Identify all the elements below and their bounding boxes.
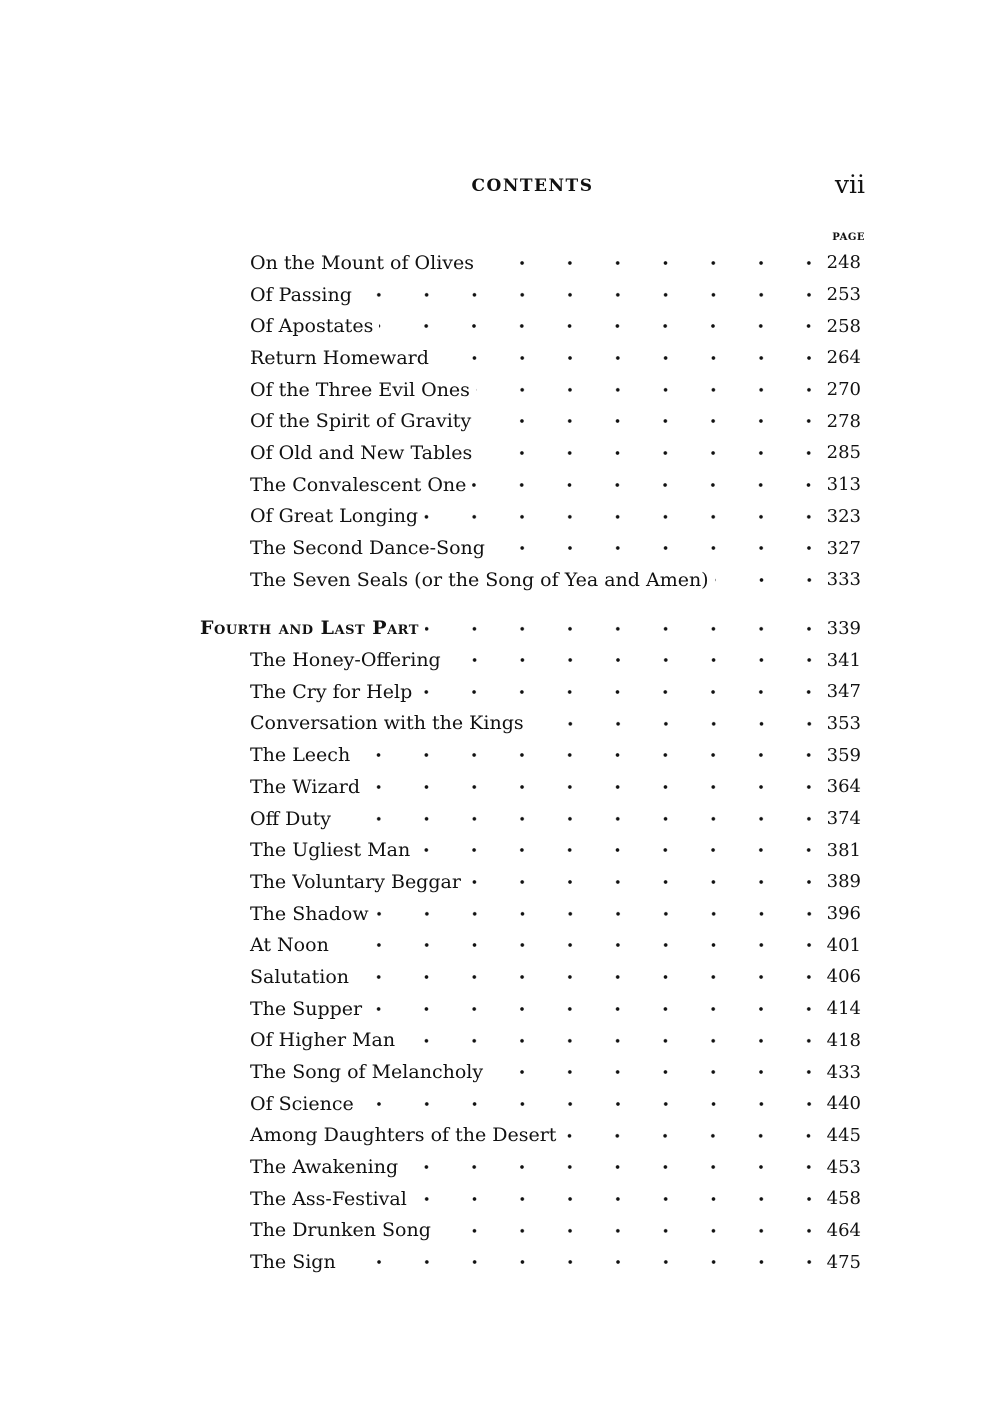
dot-leader: [337, 803, 819, 835]
toc-entry-page: 333: [826, 569, 861, 591]
toc-entry-page: 401: [826, 934, 861, 956]
toc-entry-title: Of Apostates: [250, 315, 379, 337]
toc-entry: [200, 898, 865, 930]
toc-entry-page: 264: [826, 347, 861, 369]
toc-entry-title: The Song of Melancholy: [250, 1061, 489, 1083]
dot-leader: [342, 1246, 819, 1278]
toc-entry: [200, 1025, 865, 1057]
toc-entry-title: Conversation with the Kings: [250, 712, 530, 734]
dot-leader: [418, 676, 819, 708]
toc-entry-page: 414: [826, 998, 861, 1020]
toc-entry-page: 381: [826, 839, 861, 861]
toc-entry-page: 374: [826, 808, 861, 830]
part-heading-page: 339: [826, 617, 861, 639]
toc-entry-page: 359: [826, 744, 861, 766]
toc-entry-page: 433: [826, 1061, 861, 1083]
dot-leader: [467, 866, 819, 898]
toc-entry-title: On the Mount of Olives: [250, 252, 480, 274]
toc-entry: [200, 739, 865, 771]
toc-entry-page: 248: [826, 252, 861, 274]
toc-entry-title: Of Great Longing: [250, 505, 424, 527]
dot-leader: [368, 993, 819, 1025]
toc-entry-page: 389: [826, 871, 861, 893]
toc-entry: [200, 929, 865, 961]
toc-entry-title: The Sign: [250, 1251, 342, 1273]
toc-entry-title: Of Old and New Tables: [250, 442, 478, 464]
toc-entry: [200, 374, 865, 406]
dot-leader: [435, 342, 819, 374]
toc-entry-title: The Wizard: [250, 776, 366, 798]
running-head: CONTENTS: [471, 176, 594, 196]
toc-entry-page: 464: [826, 1219, 861, 1241]
dot-leader: [437, 1215, 819, 1247]
toc-entry: [200, 405, 865, 437]
toc-entry: [200, 708, 865, 740]
dot-leader: [416, 834, 819, 866]
toc-entry-page: 327: [826, 537, 861, 559]
dot-leader: [366, 771, 819, 803]
toc-entry-page: 258: [826, 315, 861, 337]
toc-entry: [200, 501, 865, 533]
toc-entry-page: 323: [826, 505, 861, 527]
dot-leader: [360, 1088, 819, 1120]
toc-entry-page: 364: [826, 776, 861, 798]
toc-entry: [200, 644, 865, 676]
dot-leader: [530, 708, 819, 740]
dot-leader: [355, 961, 819, 993]
toc-entry: [200, 676, 865, 708]
toc-entry: [200, 564, 865, 596]
dot-leader: [425, 613, 819, 645]
toc-entry-page: 270: [826, 379, 861, 401]
toc-entry-page: 313: [826, 474, 861, 496]
toc-entry: [200, 771, 865, 803]
dot-leader: [489, 1056, 819, 1088]
toc-entry-title: Of the Spirit of Gravity: [250, 410, 477, 432]
toc-entry-page: 253: [826, 284, 861, 306]
dot-leader: [477, 405, 819, 437]
dot-leader: [447, 644, 819, 676]
toc-entry-title: At Noon: [250, 934, 335, 956]
part-heading-title: Fourth and Last Part: [200, 617, 425, 639]
dot-leader: [358, 279, 819, 311]
toc-entry-page: 341: [826, 649, 861, 671]
toc-entry: [200, 1151, 865, 1183]
toc-entry: [200, 1246, 865, 1278]
toc-entry-title: The Leech: [250, 744, 356, 766]
toc-entry-title: Return Homeward: [250, 347, 435, 369]
dot-leader: [478, 437, 819, 469]
toc-entry-title: The Seven Seals (or the Song of Yea and Amen): [250, 569, 715, 591]
page-number: vii: [834, 170, 865, 199]
toc-entry-page: 347: [826, 681, 861, 703]
dot-leader: [401, 1025, 819, 1057]
toc-entry: [200, 342, 865, 374]
section-gap: [200, 596, 865, 613]
toc-entry-title: Of Passing: [250, 284, 358, 306]
toc-entry-title: The Shadow: [250, 903, 375, 925]
toc-entry: [200, 834, 865, 866]
toc-part-heading: [200, 613, 865, 645]
page-header: [200, 170, 865, 210]
dot-leader: [562, 1120, 819, 1152]
toc-entry-page: 445: [826, 1124, 861, 1146]
toc-entry-title: The Awakening: [250, 1156, 404, 1178]
toc-entry: [200, 532, 865, 564]
toc-entry-title: Off Duty: [250, 808, 337, 830]
dot-leader: [375, 898, 819, 930]
toc-entry: [200, 866, 865, 898]
dot-leader: [356, 739, 819, 771]
toc-entry-page: 353: [826, 712, 861, 734]
toc-entry-page: 418: [826, 1029, 861, 1051]
toc-entry: [200, 279, 865, 311]
toc-entry-title: The Supper: [250, 998, 368, 1020]
toc-entry-title: The Ugliest Man: [250, 839, 416, 861]
toc-entry: [200, 1088, 865, 1120]
toc-entry: [200, 1215, 865, 1247]
toc-entry-page: 440: [826, 1093, 861, 1115]
toc-entry-page: 458: [826, 1188, 861, 1210]
dot-leader: [491, 532, 819, 564]
toc-entry: [200, 469, 865, 501]
toc-entry-page: 453: [826, 1156, 861, 1178]
dot-leader: [424, 501, 819, 533]
toc-entry-title: The Convalescent One: [250, 474, 472, 496]
dot-leader: [413, 1183, 819, 1215]
toc-entry-title: Of the Three Evil Ones: [250, 379, 476, 401]
toc-entry-title: The Honey-Offering: [250, 649, 447, 671]
toc-entry-page: 278: [826, 410, 861, 432]
toc-entry-page: 475: [826, 1251, 861, 1273]
dot-leader: [480, 247, 819, 279]
toc-entry-title: The Ass-Festival: [250, 1188, 413, 1210]
toc-entry-page: 285: [826, 442, 861, 464]
toc-entry: [200, 1183, 865, 1215]
toc-entry: [200, 437, 865, 469]
dot-leader: [472, 469, 819, 501]
page-column-label: PAGE: [832, 232, 865, 243]
toc-entry-title: Of Science: [250, 1093, 360, 1115]
toc-entry: [200, 993, 865, 1025]
dot-leader: [379, 310, 819, 342]
toc-entry-title: The Second Dance-Song: [250, 537, 491, 559]
toc-entry-title: The Cry for Help: [250, 681, 418, 703]
toc-entry-page: 396: [826, 903, 861, 925]
toc-entry: [200, 961, 865, 993]
dot-leader: [404, 1151, 819, 1183]
table-of-contents: [200, 247, 865, 1278]
toc-entry-title: The Voluntary Beggar: [250, 871, 467, 893]
dot-leader: [335, 929, 819, 961]
toc-entry-page: 406: [826, 966, 861, 988]
toc-entry: [200, 310, 865, 342]
dot-leader: [476, 374, 819, 406]
toc-entry-title: The Drunken Song: [250, 1219, 437, 1241]
toc-entry-title: Salutation: [250, 966, 355, 988]
toc-entry: [200, 247, 865, 279]
toc-entry-title: Among Daughters of the Desert: [250, 1124, 562, 1146]
toc-entry: [200, 1120, 865, 1152]
toc-entry-title: Of Higher Man: [250, 1029, 401, 1051]
toc-entry: [200, 1056, 865, 1088]
dot-leader: [715, 564, 819, 596]
toc-entry: [200, 803, 865, 835]
